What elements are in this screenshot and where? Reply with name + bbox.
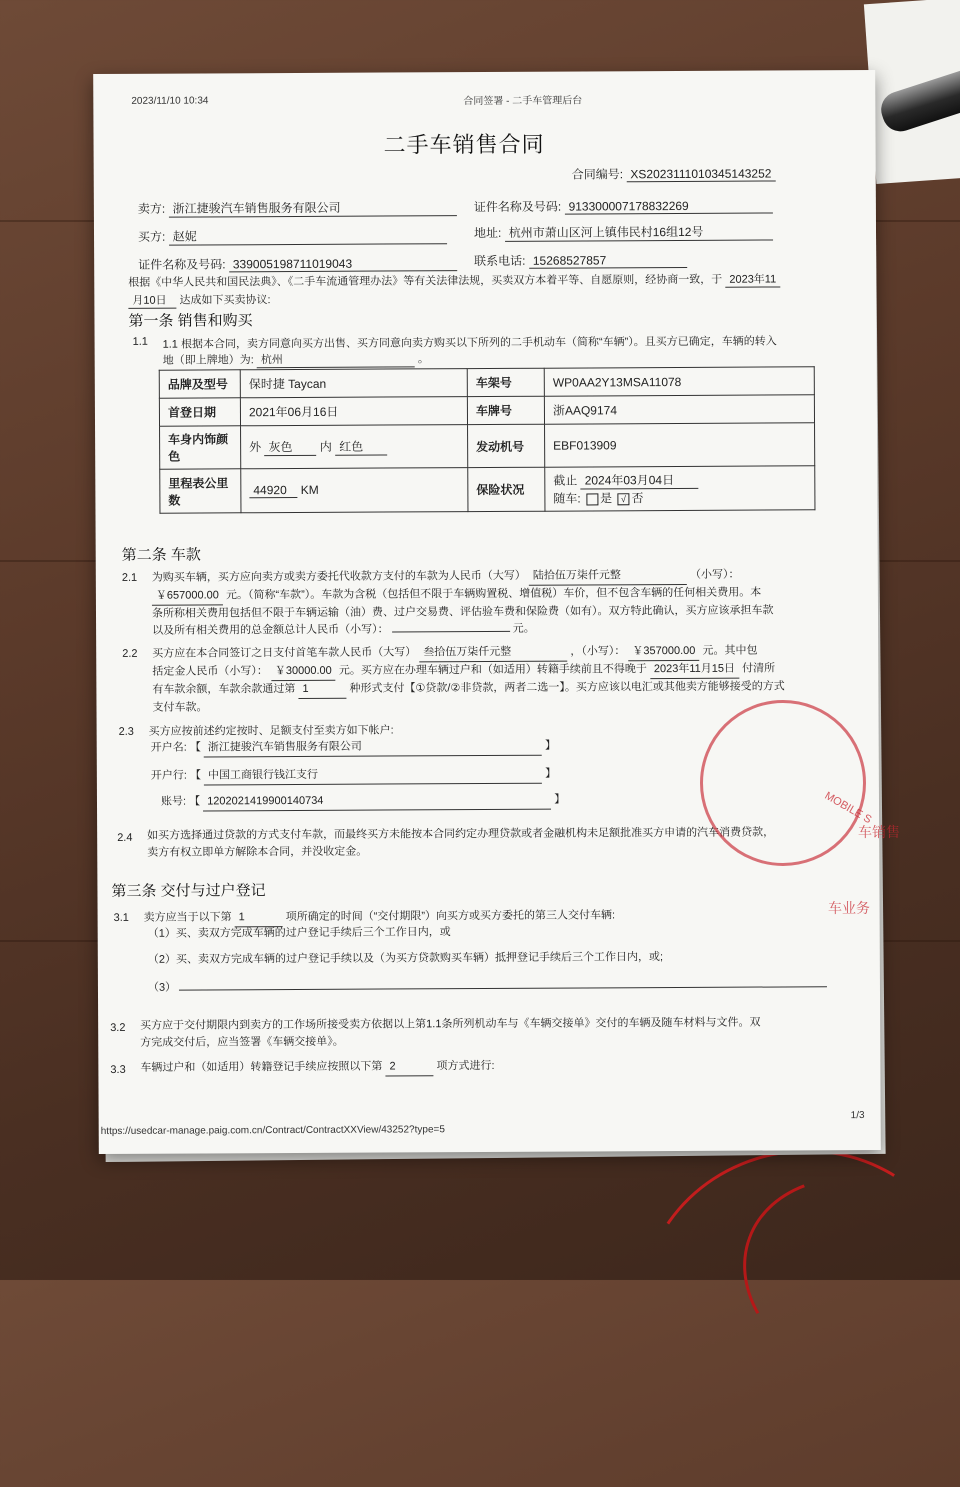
seller-value: 浙江捷骏汽车销售服务有限公司: [169, 198, 457, 218]
contract-sheet: [93, 70, 881, 1154]
p22: [152, 642, 785, 716]
p24: [147, 824, 774, 861]
vin-label: 车架号: [467, 368, 544, 396]
intro-text: 根据《中华人民共和国民法典》、《二手车流通管理办法》等有关法律法规，买卖双方本着平等、自愿原则，经协商一致，于: [128, 273, 723, 289]
mileage-number: 44920: [249, 483, 297, 498]
p22-line3b: 种形式支付【①贷款/②非贷款，两者二选一】。买方应该以电汇或其他卖方能够接受的方式: [349, 680, 785, 695]
int-color: 红色: [335, 438, 387, 456]
p21-num: 2.1: [121, 571, 138, 584]
p23-text: 买方应按前述约定按时、足额支付至卖方如下帐户:: [148, 724, 394, 738]
article2-heading: 第二条 车款: [121, 546, 201, 564]
p24-line1: 如买方选择通过贷款的方式支付车款，而最终买方未能按本合同约定办理贷款或者金融机构未足额批准买方申请的汽车消费贷款，: [147, 826, 775, 842]
p22-line2c: 付清所: [742, 662, 776, 675]
vin-value: WP0AA2Y13MSA11078: [544, 367, 814, 396]
p22-date: 2023年11月15日: [650, 661, 739, 679]
p21-text-b: （小写）：: [689, 568, 740, 581]
intro-line-2: [128, 291, 270, 309]
reg-value: 2021年06月16日: [240, 397, 467, 426]
p21-line4-end: 元。: [512, 622, 535, 635]
p21-line3: 条所称相关费用包括但不限于车辆运输（油）费、过户交易费、评估验车费和保险费（如有）。双方特此确认，买方应该承担车款: [151, 604, 774, 620]
mileage-unit: KM: [300, 482, 319, 497]
p22-text-b: ，（小写）：: [570, 645, 626, 658]
seller-id-value: 913300007178832269: [565, 198, 773, 214]
p33-option: 2: [385, 1058, 433, 1076]
seller-row: [138, 198, 457, 218]
account-name-label: 开户名:: [150, 741, 187, 754]
phone-label: 联系电话:: [474, 253, 526, 269]
no-label: 否: [631, 491, 644, 506]
p21-words: 陆拾伍万柒仟元整: [529, 567, 687, 586]
account-no: 1202021419900140734: [203, 792, 551, 812]
p22-deposit: ￥30000.00: [271, 663, 336, 681]
bank-row: [151, 766, 556, 786]
ins-follow: 随车:: [553, 491, 581, 506]
mileage-value: [241, 468, 468, 513]
p21-amount: ￥657000.00: [152, 587, 223, 605]
buyer-label: 买方:: [137, 229, 166, 244]
intro-line-1: [128, 270, 780, 290]
bracket-right: 】: [544, 739, 556, 752]
p22-text-c: 元。其中包: [702, 644, 758, 657]
p22-option: 1: [298, 681, 346, 699]
p31-option: 1: [235, 909, 283, 927]
buyer-row: [138, 226, 447, 246]
plate-label: 车牌号: [467, 396, 544, 424]
p21-text: 为购买车辆，买方应向卖方或卖方委托代收款方支付的车款为人民币（大写）: [151, 569, 526, 584]
p33: [140, 1058, 494, 1078]
p32-num: 3.2: [110, 1021, 126, 1034]
print-timestamp: 2023/11/10 10:34: [131, 95, 209, 107]
p22-line2b: 元。买方应在办理车辆过户和（如适用）转籍手续前且不得晚于: [338, 663, 647, 677]
phone-value: 15268527857: [529, 253, 687, 269]
ins-date: 2024年03月04日: [581, 471, 699, 490]
checkbox-no: √: [617, 493, 629, 505]
checkbox-yes: [586, 493, 598, 505]
article1-heading: 第一条 销售和购买: [128, 312, 253, 330]
yes-label: 是: [600, 491, 613, 506]
p21-line4: 以及所有相关费用的总金额总计人民币（小写）：: [152, 623, 389, 637]
bracket-left: 【: [189, 769, 202, 782]
address-row: [474, 222, 773, 242]
address-label: 地址:: [473, 225, 502, 241]
mileage-label: 里程表公里数: [160, 469, 241, 513]
address-value: 杭州市萧山区河上镇伟民村16组12号: [505, 222, 773, 241]
contract-title: 二手车销售合同: [383, 131, 545, 158]
p23-num: 2.3: [118, 725, 134, 738]
account-name: 浙江捷骏汽车销售服务有限公司: [204, 738, 542, 758]
p31-option-3: [148, 976, 848, 997]
engine-value: EBF013909: [545, 423, 815, 467]
bracket-right: 】: [545, 767, 557, 780]
buyer-id-label: 证件名称及号码:: [138, 257, 226, 272]
color-label: 车身内饰颜色: [160, 426, 241, 469]
intro-text-2: 达成如下买卖协议:: [179, 294, 271, 307]
bracket-left: 【: [189, 741, 201, 754]
plate-value: 浙AAQ9174: [544, 395, 814, 424]
p22-num: 2.2: [122, 647, 138, 660]
account-name-row: [151, 738, 556, 758]
bracket-right: 】: [554, 793, 566, 806]
p33-text-a: 车辆过户和（如适用）转籍登记手续应按照以下第: [140, 1060, 383, 1074]
reg-label: 首登日期: [159, 398, 240, 426]
brand-label: 品牌及型号: [159, 370, 240, 398]
company-seal: [700, 700, 866, 866]
seal-text: MOBILE S: [822, 789, 874, 827]
intro-date-b: 月10日: [128, 292, 176, 309]
p32: [140, 1015, 760, 1052]
insurance-label: 保险状况: [468, 467, 545, 511]
buyer-id-value: 339005198711019043: [229, 256, 457, 272]
p22-text: 买方应在本合同签订之日支付首笔车款人民币（大写）: [152, 646, 417, 660]
p31-option-2: （2）买、卖双方完成车辆的过户登记手续以及（为买方贷款购买车辆）抵押登记手续后三个工作日内，或;: [147, 951, 664, 966]
p22-line4: 支付车款。: [152, 701, 208, 714]
article1-num: 1.1: [132, 335, 148, 348]
p24-line2: 卖方有权立即单方解除本合同，并没收定金。: [147, 845, 368, 859]
color-value: [241, 425, 468, 469]
p22-words: 叁拾伍万柒仟元整: [419, 644, 567, 663]
account-no-row: [161, 792, 565, 812]
article3-heading: 第三条 交付与过户登记: [111, 882, 266, 900]
p31-num: 3.1: [113, 911, 129, 924]
brand-value: 保时捷 Taycan: [240, 369, 467, 398]
bracket-left: 【: [189, 795, 201, 808]
p32-line1: 买方应于交付期限内到卖方的工作场所接受卖方依据以上第1.1条所列机动车与《车辆交接单》交付的车辆及随车材料与文件。双: [140, 1016, 761, 1032]
transfer-place: 杭州: [257, 350, 415, 368]
option-3-blank: [179, 986, 827, 990]
intro-date-a: 2023年11: [725, 270, 780, 287]
buyer-value: 赵妮: [169, 226, 447, 245]
p24-num: 2.4: [117, 831, 133, 844]
vehicle-table: [159, 366, 816, 513]
p22-amount: ￥357000.00: [628, 643, 699, 661]
contract-no-label: 合同编号:: [571, 167, 624, 182]
p33-num: 3.3: [110, 1063, 126, 1076]
ext-color: 灰色: [264, 438, 316, 456]
engine-label: 发动机号: [468, 424, 545, 467]
p33-text-b: 项方式进行:: [436, 1059, 495, 1073]
seller-id-row: [474, 196, 773, 215]
p31-option-1: （1）买、卖双方完成车辆的过户登记手续后三个工作日内，或: [147, 926, 451, 940]
p21-total-blank: [392, 631, 510, 633]
article1-text-2: [163, 350, 429, 368]
seal-text: 车业务: [828, 900, 870, 916]
account-no-label: 账号:: [160, 795, 187, 808]
p31-text-a: 卖方应当于以下第: [143, 911, 232, 924]
period: 。: [417, 353, 429, 366]
footer-url: https://usedcar-manage.paig.com.cn/Contract/ContractXXView/43252?type=5: [100, 1124, 445, 1138]
contract-no: [572, 164, 776, 182]
buyer-id-row: [138, 254, 457, 273]
contract-no-value: XS20231110103451432​52: [626, 166, 775, 182]
p21-line2: 元。（简称“车款”）。车款为含税（包括但不限于车辆购置税、增值税）车价，但不包含车辆的任何相关费用。本: [225, 586, 762, 602]
bank-name: 中国工商银行钱江支行: [204, 766, 542, 786]
p22-line3a: 有车款余额，车款余款通过第: [152, 683, 296, 696]
transfer-label: 地（即上牌地）为:: [162, 354, 254, 367]
seller-id-label: 证件名称及号码:: [473, 199, 562, 215]
p32-line2: 方完成交付后，应当签署《车辆交接单》。: [140, 1035, 344, 1049]
page-number: 1/3: [850, 1110, 865, 1122]
phone-row: [474, 251, 687, 269]
bank-label: 开户行:: [150, 769, 187, 782]
article1-text-1: 1.1 根据本合同，卖方同意向买方出售、买方同意向卖方购买以下所列的二手机动车（简称“车辆”）。且买方已确定，车辆的转入: [162, 335, 777, 351]
p21: [152, 567, 774, 640]
seller-label: 卖方:: [137, 201, 166, 216]
print-header: 合同签署 - 二手车管理后台: [463, 95, 583, 108]
insurance-value: [545, 466, 815, 511]
int-prefix: 内: [319, 439, 332, 454]
ins-prefix: 截止: [553, 473, 578, 488]
p31-text-b: 项所确定的时间（“交付期限”）向买方或买方委托的第三人交付车辆:: [285, 909, 616, 924]
seal-text: 车销售: [858, 824, 900, 840]
option-3-label: （3）: [147, 981, 177, 994]
ext-prefix: 外: [249, 440, 262, 455]
p22-line2a: 括定金人民币（小写）：: [152, 665, 268, 678]
